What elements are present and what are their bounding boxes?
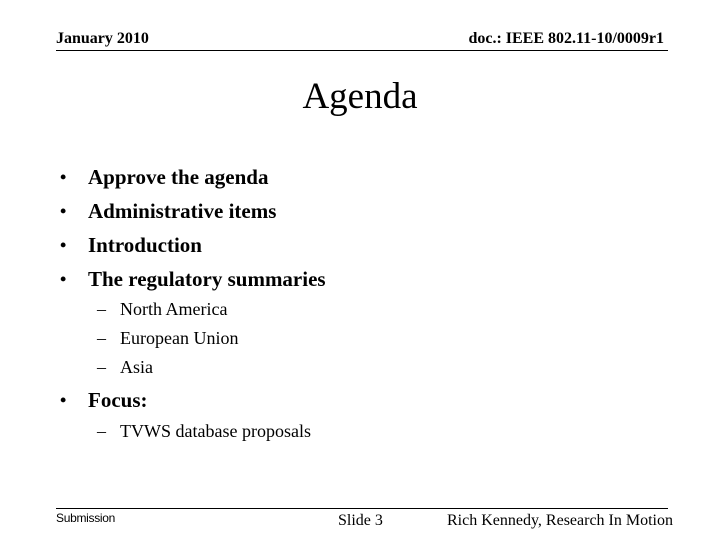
regulatory-subitem xyxy=(97,295,238,324)
focus-item xyxy=(60,383,148,417)
focus-subitem xyxy=(97,417,311,446)
regulatory-sublist xyxy=(97,295,238,382)
regulatory-subitem-label: North America xyxy=(120,299,228,319)
bullet-icon: • xyxy=(60,167,67,187)
dash-icon: – xyxy=(97,357,106,377)
regulatory-subitem-label: European Union xyxy=(120,328,239,348)
regulatory-subitem-label: Asia xyxy=(120,357,153,377)
bullet-icon: • xyxy=(60,269,67,289)
agenda-item-label: Introduction xyxy=(88,233,202,257)
dash-icon: – xyxy=(97,299,106,319)
focus-sublist xyxy=(97,417,311,446)
header-doc-id: doc.: IEEE 802.11-10/0009r1 xyxy=(468,30,664,47)
footer-submission: Submission xyxy=(56,511,116,525)
focus-label: Focus: xyxy=(88,388,148,412)
agenda-item xyxy=(60,194,326,228)
agenda-list xyxy=(60,160,326,296)
agenda-item-label: Approve the agenda xyxy=(88,165,269,189)
bullet-icon: • xyxy=(60,235,67,255)
focus-subitem-label: TVWS database proposals xyxy=(120,421,311,441)
bullet-icon: • xyxy=(60,390,67,410)
agenda-item xyxy=(60,160,326,194)
dash-icon: – xyxy=(97,328,106,348)
agenda-item-label: The regulatory summaries xyxy=(88,267,326,291)
header-divider xyxy=(56,50,668,51)
agenda-item xyxy=(60,262,326,296)
header-date: January 2010 xyxy=(56,30,149,47)
dash-icon: – xyxy=(97,421,106,441)
footer-author: Rich Kennedy, Research In Motion xyxy=(446,512,673,529)
focus-list xyxy=(60,383,148,417)
slide-title: Agenda xyxy=(302,76,418,117)
agenda-item-label: Administrative items xyxy=(88,199,277,223)
regulatory-subitem xyxy=(97,324,238,353)
regulatory-subitem xyxy=(97,353,238,382)
slide-number: Slide 3 xyxy=(338,512,383,529)
agenda-item xyxy=(60,228,326,262)
bullet-icon: • xyxy=(60,201,67,221)
footer-divider xyxy=(56,508,668,509)
